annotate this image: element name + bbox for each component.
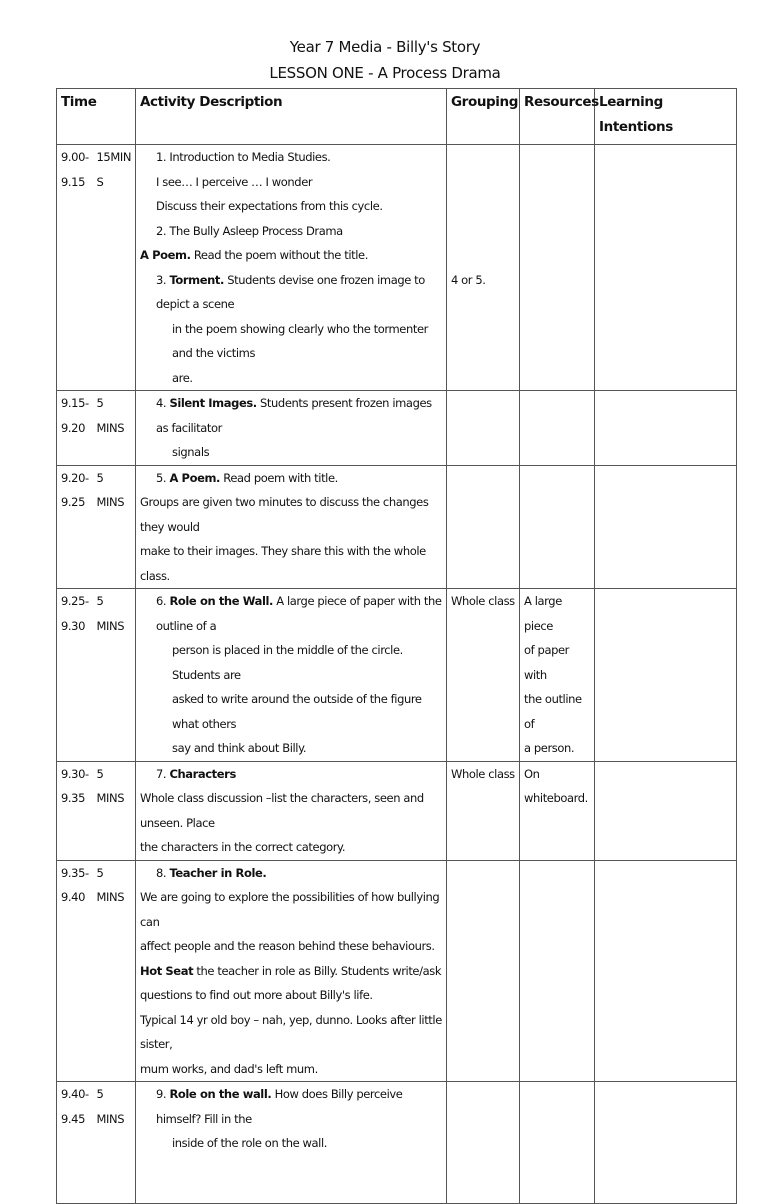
table-row	[57, 589, 737, 762]
resources-cell	[520, 145, 595, 391]
time-cell: 9.35- 9.40	[57, 860, 93, 1082]
duration-cell: 5 MINS	[93, 465, 136, 589]
duration-cell: 5 MINS	[93, 391, 136, 466]
table-row	[57, 860, 737, 1082]
intentions-cell	[595, 465, 737, 589]
duration-cell: 15MIN S	[93, 145, 136, 391]
table-row	[57, 145, 737, 391]
header-grouping: Grouping	[447, 89, 520, 145]
resources-cell	[520, 391, 595, 466]
resources-cell	[520, 1082, 595, 1204]
lesson-plan-table	[56, 88, 737, 1204]
grouping-cell	[447, 465, 520, 589]
time-cell: 9.20- 9.25	[57, 465, 93, 589]
intentions-cell	[595, 761, 737, 860]
intentions-cell	[595, 860, 737, 1082]
header-activity: Activity Description	[136, 89, 447, 145]
activity-cell: 5. A Poem. Read poem with title. Groups are given two minutes to discuss the changes they would make to their images. They share this with the whole class.	[136, 465, 447, 589]
activity-cell: 7. Characters Whole class discussion –list the characters, seen and unseen. Place the characters in the correct category.	[136, 761, 447, 860]
table-row	[57, 465, 737, 589]
activity-cell: 6. Role on the Wall. A large piece of paper with the outline of a person is placed in the middle of the circle. Students are asked to write around the outside of the figure what others say and think about Billy.	[136, 589, 447, 762]
intentions-cell	[595, 589, 737, 762]
time-cell: 9.15- 9.20	[57, 391, 93, 466]
grouping-cell: 4 or 5.	[447, 145, 520, 391]
grouping-cell	[447, 391, 520, 466]
grouping-cell: Whole class	[447, 589, 520, 762]
activity-cell: 8. Teacher in Role. We are going to explore the possibilities of how bullying can affect people and the reason behind these behaviours. Hot Seat the teacher in role as Billy. Students write/ask questions to find out more about Billy's life. Typical 14 yr old boy – nah, yep, dunno. Looks after little sister, mum works, and dad's left mum.	[136, 860, 447, 1082]
document-subtitle: LESSON ONE - A Process Drama	[269, 64, 501, 82]
grouping-cell	[447, 860, 520, 1082]
resources-cell	[520, 465, 595, 589]
time-cell: 9.30- 9.35	[57, 761, 93, 860]
duration-cell: 5 MINS	[93, 761, 136, 860]
activity-cell: 9. Role on the wall. How does Billy perceive himself? Fill in the inside of the role on the wall.	[136, 1082, 447, 1204]
activity-cell: 4. Silent Images. Students present frozen images as facilitator signals	[136, 391, 447, 466]
resources-cell	[520, 860, 595, 1082]
table-row	[57, 391, 737, 466]
grouping-cell	[447, 1082, 520, 1204]
duration-cell: 5 MINS	[93, 860, 136, 1082]
header-resources: Resources	[520, 89, 595, 145]
duration-cell: 5 MINS	[93, 1082, 136, 1204]
time-cell: 9.25- 9.30	[57, 589, 93, 762]
table-row	[57, 761, 737, 860]
intentions-cell	[595, 145, 737, 391]
intentions-cell	[595, 1082, 737, 1204]
grouping-cell: Whole class	[447, 761, 520, 860]
table-row	[57, 1082, 737, 1204]
time-cell: 9.40- 9.45	[57, 1082, 93, 1204]
resources-cell: A large piece of paper with the outline of a person.	[520, 589, 595, 762]
time-cell: 9.00- 9.15	[57, 145, 93, 391]
resources-cell: On whiteboard.	[520, 761, 595, 860]
document-title: Year 7 Media - Billy's Story	[289, 38, 481, 56]
intentions-cell	[595, 391, 737, 466]
header-time: Time	[57, 89, 136, 145]
table-header-row	[57, 89, 737, 145]
header-learning-intentions: Learning Intentions	[595, 89, 737, 145]
activity-cell: 1. Introduction to Media Studies. I see… I perceive … I wonder Discuss their expectations from this cycle. 2. The Bully Asleep Process Drama A Poem. Read the poem without the title. 3. Torment. Students devise one frozen image to depict a scene in the poem showing clearly who the tormenter and the victims are.	[136, 145, 447, 391]
duration-cell: 5 MINS	[93, 589, 136, 762]
